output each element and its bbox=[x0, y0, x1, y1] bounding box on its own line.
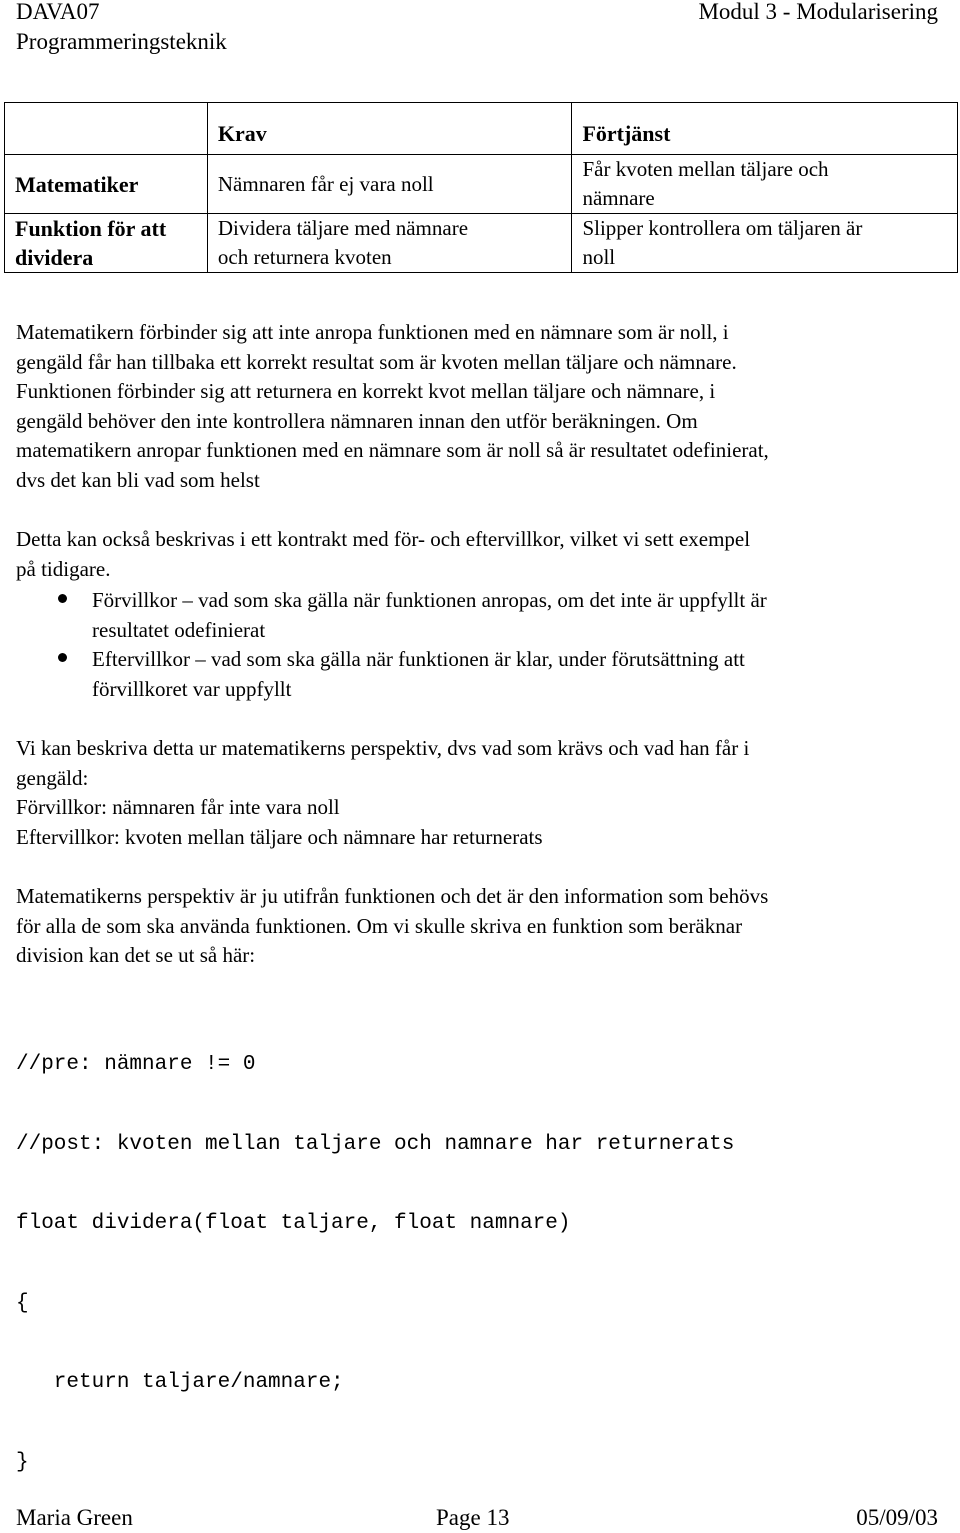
code-line: return taljare/namnare; bbox=[16, 1371, 344, 1394]
header-krav: Krav bbox=[207, 103, 572, 155]
code-line: } bbox=[16, 1450, 29, 1474]
text-line: för alla de som ska använda funktionen. Om vi skulle skriva en funktion som beräknar bbox=[16, 913, 743, 938]
row-fortjanst-line: noll bbox=[582, 245, 616, 269]
table-row bbox=[5, 155, 958, 214]
row-krav-cell bbox=[207, 155, 572, 214]
text-line: Matematikern förbinder sig att inte anropa funktionen med en nämnare som är noll, i bbox=[16, 320, 729, 344]
bullet-icon bbox=[58, 594, 67, 603]
row-krav-cell bbox=[207, 214, 572, 273]
code-line: //post: kvoten mellan taljare och namnare har returnerats bbox=[16, 1132, 735, 1156]
text-line: gengäld får han tillbaka ett korrekt resultat som är kvoten mellan täljare och nämnare. bbox=[16, 349, 737, 374]
text-line: Matematikerns perspektiv är ju utifrån funktionen och det är den information som behövs bbox=[16, 884, 769, 908]
list-item bbox=[16, 645, 936, 704]
conditions-list bbox=[16, 586, 936, 704]
code-block bbox=[16, 999, 734, 1503]
text-line: resultatet odefinierat bbox=[92, 617, 266, 642]
footer-author: Maria Green bbox=[16, 1505, 133, 1530]
row-fortjanst-line: nämnare bbox=[582, 186, 655, 210]
course-code: DAVA07 bbox=[16, 0, 100, 24]
row-krav-line: Dividera täljare med nämnare bbox=[217, 216, 469, 240]
paragraph-conditions-intro bbox=[16, 525, 750, 584]
course-name: Programmeringsteknik bbox=[16, 29, 227, 54]
code-line: { bbox=[16, 1291, 29, 1315]
text-line: Detta kan också beskrivas i ett kontrakt med för- och eftervillkor, vilket vi sett exempel bbox=[16, 527, 751, 551]
table-header-row bbox=[5, 103, 958, 155]
row-krav-line: och returnera kvoten bbox=[217, 245, 392, 269]
table-row bbox=[5, 214, 958, 273]
text-line: division kan det se ut så här: bbox=[16, 943, 256, 967]
row-role-cell bbox=[5, 155, 208, 214]
bullet-icon bbox=[58, 653, 67, 662]
text-line: matematikern anropar funktionen med en nämnare som är noll så är resultatet odefinierat, bbox=[16, 438, 769, 462]
text-line: Förvillkor: nämnaren får inte vara noll bbox=[16, 795, 340, 819]
code-line: float dividera(float taljare, float namnare) bbox=[16, 1212, 571, 1235]
contract-table bbox=[4, 102, 958, 273]
text-line: Eftervillkor: kvoten mellan täljare och nämnare har returnerats bbox=[16, 824, 543, 849]
table-corner-cell bbox=[5, 103, 208, 155]
header-fortjanst: Förtjänst bbox=[572, 103, 958, 155]
text-line: på tidigare. bbox=[16, 556, 111, 581]
row-role-cell bbox=[5, 214, 208, 273]
row-fortjanst-cell bbox=[572, 155, 958, 214]
row-fortjanst-line: Slipper kontrollera om täljaren är bbox=[582, 216, 863, 240]
paragraph-contract-explanation bbox=[16, 318, 769, 495]
code-line: //pre: nämnare != 0 bbox=[16, 1053, 256, 1076]
text-line: Vi kan beskriva detta ur matematikerns perspektiv, dvs vad som krävs och vad han får i bbox=[16, 736, 750, 760]
footer-date: 05/09/03 bbox=[856, 1505, 938, 1530]
footer-page-number: Page 13 bbox=[436, 1505, 510, 1530]
paragraph-function-intro bbox=[16, 882, 768, 971]
row-role: Matematiker bbox=[15, 172, 139, 197]
text-line: gengäld: bbox=[16, 765, 89, 790]
text-line: Förvillkor – vad som ska gälla när funktionen anropas, om det inte är uppfyllt är bbox=[92, 588, 767, 612]
row-krav: Nämnaren får ej vara noll bbox=[217, 172, 434, 196]
module-title: Modul 3 - Modularisering bbox=[698, 0, 938, 24]
row-role-line: Funktion för att bbox=[15, 216, 167, 241]
row-fortjanst-line: Får kvoten mellan täljare och bbox=[582, 157, 829, 181]
text-line: dvs det kan bli vad som helst bbox=[16, 467, 260, 492]
text-line: gengäld behöver den inte kontrollera nämnaren innan den utför beräkningen. Om bbox=[16, 408, 698, 433]
text-line: förvillkoret var uppfyllt bbox=[92, 676, 292, 701]
row-role-line: dividera bbox=[15, 245, 94, 270]
row-fortjanst-cell bbox=[572, 214, 958, 273]
list-item bbox=[16, 586, 936, 645]
text-line: Eftervillkor – vad som ska gälla när funktionen är klar, under förutsättning att bbox=[92, 647, 745, 671]
paragraph-mathematician-perspective bbox=[16, 734, 749, 852]
text-line: Funktionen förbinder sig att returnera en korrekt kvot mellan täljare och nämnare, i bbox=[16, 379, 716, 403]
